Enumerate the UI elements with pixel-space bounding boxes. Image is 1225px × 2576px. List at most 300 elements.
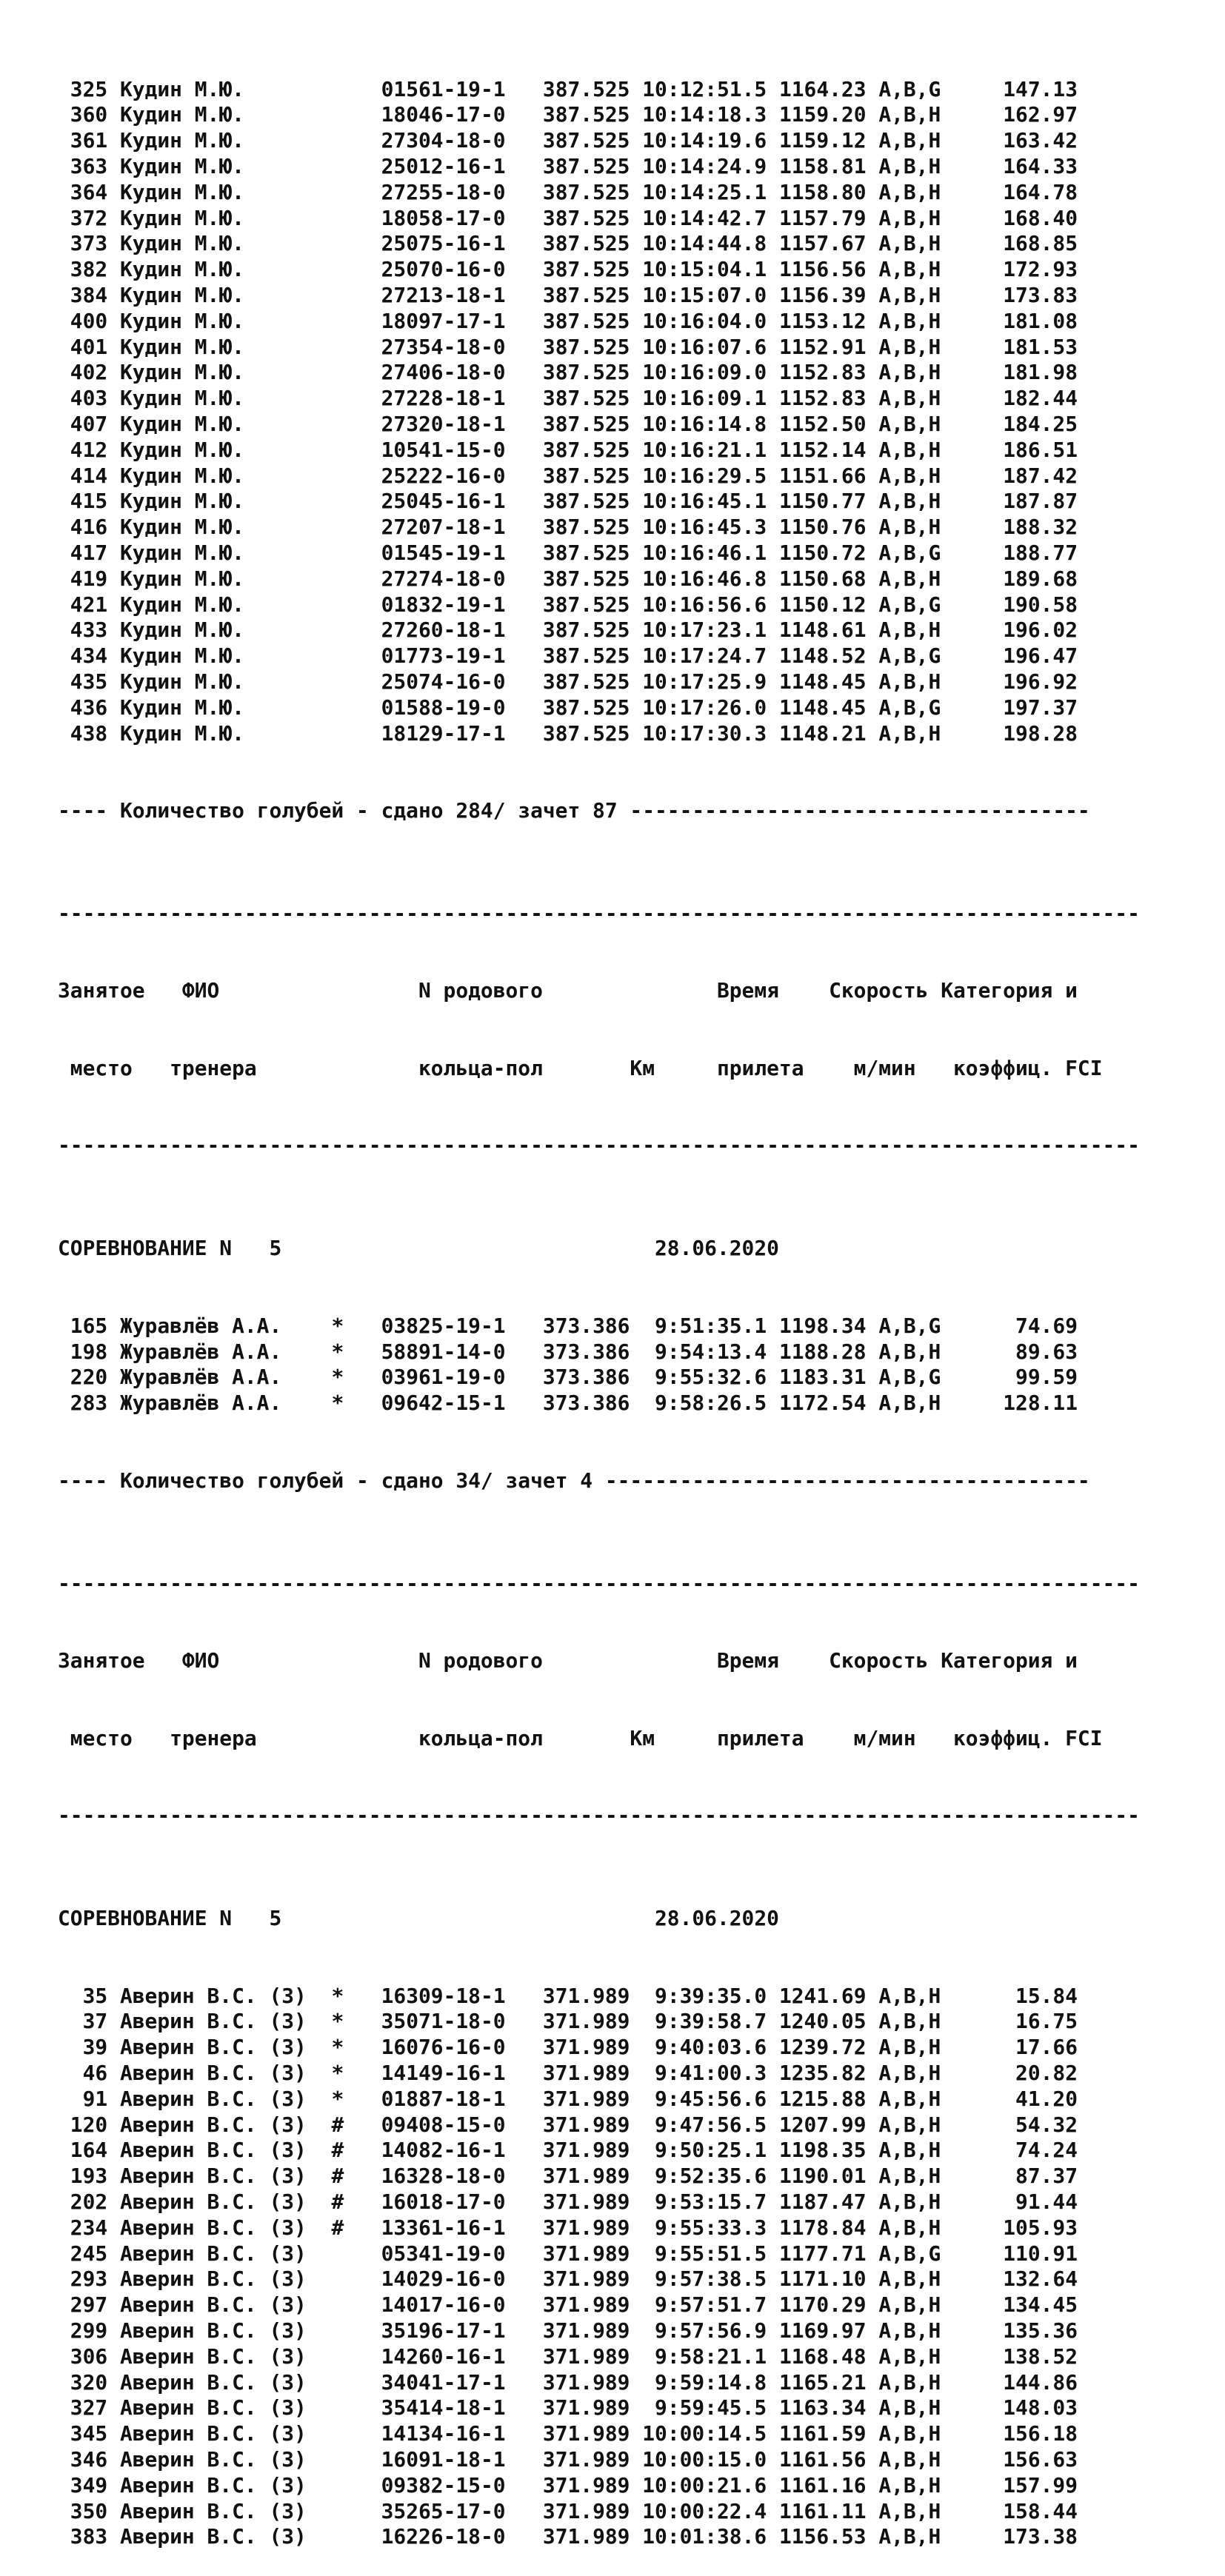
trainer-name-cell: Кудин М.Ю. [119, 334, 332, 359]
ring-cell: 25070-16-0 [381, 257, 543, 282]
mark-cell [331, 309, 381, 333]
speed-cell: 1190.01 [778, 2164, 879, 2189]
speed-cell: 1171.10 [778, 2266, 879, 2292]
trainer-name-cell: Кудин М.Ю. [119, 153, 332, 178]
distance-cell: 373.386 [542, 1365, 643, 1390]
arrival-time-cell: 10:16:29.5 [642, 463, 779, 488]
trainer-name-cell: Аверин В.С. (З) [119, 2086, 332, 2111]
speed-cell: 1161.11 [778, 2498, 879, 2523]
coefficient-cell: 164.33 [941, 153, 1078, 178]
arrival-time-cell: 10:16:09.1 [642, 386, 779, 411]
ring-cell: 01588-19-0 [381, 695, 543, 720]
place-cell: 297 [58, 2292, 120, 2318]
ring-cell: 34041-17-1 [381, 2369, 543, 2395]
category-cell: A,B,G [878, 1313, 941, 1338]
category-cell: A,B,H [878, 2292, 941, 2318]
coefficient-cell: 16.75 [941, 2009, 1078, 2034]
ring-cell: 16309-18-1 [381, 1983, 543, 2008]
place-cell: 416 [58, 515, 120, 540]
mark-cell [331, 489, 381, 513]
trainer-name-cell: Кудин М.Ю. [119, 128, 332, 153]
coefficient-cell: 196.47 [941, 643, 1078, 669]
distance-cell: 371.989 [542, 1983, 643, 2008]
speed-cell: 1152.83 [778, 386, 879, 411]
trainer-name-cell: Аверин В.С. (З) [119, 2189, 332, 2214]
mark-cell [331, 335, 381, 359]
place-cell: 407 [58, 411, 120, 436]
speed-cell: 1207.99 [778, 2112, 879, 2137]
speed-cell: 1157.79 [778, 205, 879, 230]
footer-count-kudin: ---- Количество голубей - сдано 284/ зачет 87 ------------------------------------- [58, 797, 1090, 823]
arrival-time-cell: 9:57:38.5 [642, 2266, 779, 2292]
ring-cell: 16226-18-0 [381, 2524, 543, 2549]
place-cell: 433 [58, 618, 120, 643]
coefficient-cell: 189.68 [941, 566, 1078, 591]
distance-cell: 387.525 [542, 643, 643, 669]
place-cell: 436 [58, 695, 120, 720]
mark-cell [331, 643, 381, 668]
category-cell: A,B,H [878, 1339, 941, 1364]
coefficient-cell: 89.63 [941, 1339, 1078, 1364]
distance-cell: 387.525 [542, 179, 643, 204]
table-row [58, 283, 1140, 309]
distance-cell: 371.989 [542, 2215, 643, 2240]
category-cell: A,B,H [878, 618, 941, 643]
arrival-time-cell: 10:00:15.0 [642, 2446, 779, 2472]
ring-cell: 25074-16-0 [381, 669, 543, 694]
category-cell: A,B,H [878, 257, 941, 282]
coefficient-cell: 41.20 [941, 2086, 1078, 2111]
arrival-time-cell: 10:17:30.3 [642, 720, 779, 746]
mark-cell: * [331, 1339, 381, 1364]
place-cell: 198 [58, 1339, 120, 1364]
speed-cell: 1235.82 [778, 2060, 879, 2085]
category-cell: A,B,H [878, 102, 941, 127]
place-cell: 35 [58, 1983, 120, 2008]
category-cell: A,B,H [878, 205, 941, 230]
coefficient-cell: 182.44 [941, 386, 1078, 411]
category-cell: A,B,H [878, 1391, 941, 1416]
distance-cell: 371.989 [542, 2241, 643, 2266]
coefficient-cell: 87.37 [941, 2164, 1078, 2189]
table-row [58, 2447, 1140, 2473]
arrival-time-cell: 9:45:56.6 [642, 2086, 779, 2111]
distance-cell: 371.989 [542, 2164, 643, 2189]
trainer-name-cell: Аверин В.С. (З) [119, 2344, 332, 2369]
arrival-time-cell: 10:17:26.0 [642, 695, 779, 720]
category-cell: A,B,H [878, 386, 941, 411]
mark-cell [331, 231, 381, 255]
trainer-name-cell: Кудин М.Ю. [119, 76, 332, 101]
trainer-name-cell: Кудин М.Ю. [119, 411, 332, 436]
category-cell: A,B,H [878, 179, 941, 204]
arrival-time-cell: 10:00:22.4 [642, 2498, 779, 2523]
speed-cell: 1148.21 [778, 720, 879, 746]
ring-cell: 18058-17-0 [381, 205, 543, 230]
speed-cell: 1151.66 [778, 463, 879, 488]
table-row [58, 1365, 1140, 1391]
table-row [58, 566, 1140, 592]
trainer-name-cell: Кудин М.Ю. [119, 308, 332, 333]
arrival-time-cell: 9:39:58.7 [642, 2009, 779, 2034]
mark-cell: * [331, 1391, 381, 1416]
speed-cell: 1161.16 [778, 2472, 879, 2498]
mark-cell: * [331, 1983, 381, 2008]
arrival-time-cell: 9:59:45.5 [642, 2395, 779, 2421]
trainer-name-cell: Аверин В.С. (З) [119, 2266, 332, 2292]
distance-cell: 371.989 [542, 2009, 643, 2034]
trainer-name-cell: Кудин М.Ю. [119, 360, 332, 385]
category-cell: A,B,H [878, 308, 941, 333]
trainer-name-cell: Кудин М.Ю. [119, 515, 332, 540]
category-cell: A,B,H [878, 282, 941, 307]
distance-cell: 387.525 [542, 308, 643, 333]
speed-cell: 1150.72 [778, 540, 879, 565]
category-cell: A,B,H [878, 515, 941, 540]
place-cell: 412 [58, 437, 120, 462]
distance-cell: 387.525 [542, 205, 643, 230]
ring-cell: 35071-18-0 [381, 2009, 543, 2034]
table-row [58, 386, 1140, 412]
distance-cell: 371.989 [542, 2498, 643, 2523]
coefficient-cell: 168.85 [941, 231, 1078, 256]
table-row [58, 515, 1140, 541]
coefficient-cell: 105.93 [941, 2215, 1078, 2240]
table-row [58, 2370, 1140, 2396]
competition-title: СОРЕВНОВАНИЕ N 5 [58, 1236, 282, 1261]
distance-cell: 371.989 [542, 2138, 643, 2163]
table-row [58, 2035, 1140, 2061]
mark-cell [331, 438, 381, 462]
trainer-name-cell: Кудин М.Ю. [119, 257, 332, 282]
mark-cell: * [331, 1365, 381, 1390]
ring-cell: 25075-16-1 [381, 231, 543, 256]
speed-cell: 1161.59 [778, 2421, 879, 2446]
speed-cell: 1158.81 [778, 153, 879, 178]
speed-cell: 1239.72 [778, 2035, 879, 2060]
header-line-2: место тренера кольца-пол Км прилета м/мин коэффиц. FCI [58, 1055, 1103, 1080]
ring-cell: 27207-18-1 [381, 515, 543, 540]
coefficient-cell: 181.98 [941, 360, 1078, 385]
mark-cell [331, 128, 381, 153]
category-cell: A,B,H [878, 2446, 941, 2472]
arrival-time-cell: 10:16:21.1 [642, 437, 779, 462]
ring-cell: 13361-16-1 [381, 2215, 543, 2240]
competition-line [58, 1236, 1140, 1262]
coefficient-cell: 168.40 [941, 205, 1078, 230]
mark-cell [331, 592, 381, 617]
arrival-time-cell: 10:16:46.8 [642, 566, 779, 591]
mark-cell [331, 412, 381, 436]
table-row [58, 2164, 1140, 2189]
table-row [58, 2087, 1140, 2112]
mark-cell: # [331, 2138, 381, 2163]
table-row [58, 180, 1140, 206]
speed-cell: 1150.76 [778, 515, 879, 540]
speed-cell: 1150.77 [778, 489, 879, 514]
place-cell: 164 [58, 2138, 120, 2163]
coefficient-cell: 164.78 [941, 179, 1078, 204]
category-cell: A,B,H [878, 153, 941, 178]
table-row [58, 2499, 1140, 2525]
mark-cell: # [331, 2164, 381, 2189]
coefficient-cell: 110.91 [941, 2241, 1078, 2266]
arrival-time-cell: 9:50:25.1 [642, 2138, 779, 2163]
trainer-name-cell: Аверин В.С. (З) [119, 2498, 332, 2523]
mark-cell [331, 2421, 381, 2446]
arrival-time-cell: 10:16:45.3 [642, 515, 779, 540]
speed-cell: 1198.35 [778, 2138, 879, 2163]
category-cell: A,B,H [878, 334, 941, 359]
distance-cell: 387.525 [542, 76, 643, 101]
place-cell: 435 [58, 669, 120, 694]
competition-gap-2 [281, 1906, 655, 1930]
place-cell: 360 [58, 102, 120, 127]
ring-cell: 09408-15-0 [381, 2112, 543, 2137]
arrival-time-cell: 9:47:56.5 [642, 2112, 779, 2137]
ring-cell: 16328-18-0 [381, 2164, 543, 2189]
arrival-time-cell: 9:55:32.6 [642, 1365, 779, 1390]
trainer-name-cell: Кудин М.Ю. [119, 618, 332, 643]
place-cell: 327 [58, 2395, 120, 2421]
mark-cell [331, 566, 381, 591]
trainer-name-cell: Аверин В.С. (З) [119, 1983, 332, 2008]
trainer-name-cell: Кудин М.Ю. [119, 592, 332, 617]
arrival-time-cell: 10:16:04.0 [642, 308, 779, 333]
table-row [58, 1314, 1140, 1339]
place-cell: 306 [58, 2344, 120, 2369]
arrival-time-cell: 10:17:23.1 [642, 618, 779, 643]
distance-cell: 387.525 [542, 669, 643, 694]
category-cell: A,B,H [878, 463, 941, 488]
distance-cell: 387.525 [542, 437, 643, 462]
place-cell: 346 [58, 2446, 120, 2472]
place-cell: 419 [58, 566, 120, 591]
trainer-name-cell: Кудин М.Ю. [119, 179, 332, 204]
place-cell: 434 [58, 643, 120, 669]
coefficient-cell: 128.11 [941, 1391, 1078, 1416]
ring-cell: 27213-18-1 [381, 282, 543, 307]
category-cell: A,B,H [878, 1983, 941, 2008]
trainer-name-cell: Аверин В.С. (З) [119, 2009, 332, 2034]
speed-cell: 1198.34 [778, 1313, 879, 1338]
table-row [58, 1391, 1140, 1416]
speed-cell: 1148.52 [778, 643, 879, 669]
distance-cell: 371.989 [542, 2369, 643, 2395]
arrival-time-cell: 10:15:04.1 [642, 257, 779, 282]
table-row [58, 412, 1140, 438]
speed-cell: 1241.69 [778, 1983, 879, 2008]
table-row [58, 154, 1140, 180]
distance-cell: 373.386 [542, 1391, 643, 1416]
ring-cell: 25045-16-1 [381, 489, 543, 514]
arrival-time-cell: 10:16:14.8 [642, 411, 779, 436]
trainer-name-cell: Аверин В.С. (З) [119, 2421, 332, 2446]
distance-cell: 387.525 [542, 282, 643, 307]
trainer-name-cell: Кудин М.Ю. [119, 720, 332, 746]
table-row [58, 257, 1140, 283]
coefficient-cell: 173.83 [941, 282, 1078, 307]
category-cell: A,B,H [878, 489, 941, 514]
ring-cell: 01545-19-1 [381, 540, 543, 565]
table-row [58, 2189, 1140, 2215]
distance-cell: 371.989 [542, 2035, 643, 2060]
ring-cell: 14017-16-0 [381, 2292, 543, 2318]
category-cell: A,B,H [878, 720, 941, 746]
place-cell: 345 [58, 2421, 120, 2446]
ring-cell: 25222-16-0 [381, 463, 543, 488]
distance-cell: 371.989 [542, 2524, 643, 2549]
coefficient-cell: 134.45 [941, 2292, 1078, 2318]
mark-cell [331, 515, 381, 539]
ring-cell: 01773-19-1 [381, 643, 543, 669]
ring-cell: 16018-17-0 [381, 2189, 543, 2214]
ring-cell: 03961-19-0 [381, 1365, 543, 1390]
coefficient-cell: 132.64 [941, 2266, 1078, 2292]
distance-cell: 371.989 [542, 2086, 643, 2111]
results-block-averin [58, 1984, 1140, 2551]
table-row [58, 2473, 1140, 2499]
ring-cell: 01832-19-1 [381, 592, 543, 617]
coefficient-cell: 54.32 [941, 2112, 1078, 2137]
arrival-time-cell: 10:14:24.9 [642, 153, 779, 178]
speed-cell: 1165.21 [778, 2369, 879, 2395]
place-cell: 400 [58, 308, 120, 333]
coefficient-cell: 148.03 [941, 2395, 1078, 2421]
table-row [58, 541, 1140, 566]
trainer-name-cell: Аверин В.С. (З) [119, 2395, 332, 2421]
arrival-time-cell: 9:53:15.7 [642, 2189, 779, 2214]
distance-cell: 387.525 [542, 334, 643, 359]
distance-cell: 387.525 [542, 618, 643, 643]
arrival-time-cell: 10:17:25.9 [642, 669, 779, 694]
category-cell: A,B,G [878, 2241, 941, 2266]
ring-cell: 35414-18-1 [381, 2395, 543, 2421]
coefficient-cell: 20.82 [941, 2060, 1078, 2085]
table-row [58, 102, 1140, 128]
ring-cell: 58891-14-0 [381, 1339, 543, 1364]
table-row [58, 592, 1140, 618]
ring-cell: 16076-16-0 [381, 2035, 543, 2060]
ring-cell: 01561-19-1 [381, 76, 543, 101]
trainer-name-cell: Кудин М.Ю. [119, 566, 332, 591]
ring-cell: 27228-18-1 [381, 386, 543, 411]
distance-cell: 387.525 [542, 386, 643, 411]
arrival-time-cell: 9:55:33.3 [642, 2215, 779, 2240]
trainer-name-cell: Аверин В.С. (З) [119, 2112, 332, 2137]
table-row [58, 309, 1140, 335]
competition-date-2: 28.06.2020 [655, 1906, 779, 1931]
category-cell: A,B,H [878, 2060, 941, 2085]
distance-cell: 387.525 [542, 566, 643, 591]
table-row [58, 464, 1140, 489]
coefficient-cell: 156.63 [941, 2446, 1078, 2472]
distance-cell: 387.525 [542, 257, 643, 282]
place-cell: 438 [58, 720, 120, 746]
distance-cell: 387.525 [542, 360, 643, 385]
table-row [58, 360, 1140, 386]
speed-cell: 1150.12 [778, 592, 879, 617]
trainer-name-cell: Аверин В.С. (З) [119, 2292, 332, 2318]
mark-cell: # [331, 2112, 381, 2137]
trainer-name-cell: Кудин М.Ю. [119, 437, 332, 462]
mark-cell [331, 386, 381, 410]
arrival-time-cell: 9:57:51.7 [642, 2292, 779, 2318]
header-line-1-2: Занятое ФИО N родового Время Скорость Категория и [58, 1648, 1078, 1673]
place-cell: 299 [58, 2318, 120, 2343]
speed-cell: 1168.48 [778, 2344, 879, 2369]
coefficient-cell: 187.87 [941, 489, 1078, 514]
header-rule-top: --------------------------------------------------------------------------------------- [58, 901, 1140, 926]
arrival-time-cell: 10:00:21.6 [642, 2472, 779, 2498]
table-row [58, 2395, 1140, 2421]
header-rule-bottom: --------------------------------------------------------------------------------------- [58, 1133, 1140, 1158]
category-cell: A,B,H [878, 2112, 941, 2137]
ring-cell: 03825-19-1 [381, 1313, 543, 1338]
mark-cell [331, 2318, 381, 2343]
arrival-time-cell: 9:59:14.8 [642, 2369, 779, 2395]
table-row [58, 77, 1140, 103]
distance-cell: 371.989 [542, 2060, 643, 2085]
place-cell: 325 [58, 76, 120, 101]
mark-cell [331, 2370, 381, 2395]
place-cell: 421 [58, 592, 120, 617]
category-cell: A,B,H [878, 2344, 941, 2369]
speed-cell: 1170.29 [778, 2292, 879, 2318]
place-cell: 37 [58, 2009, 120, 2034]
coefficient-cell: 157.99 [941, 2472, 1078, 2498]
table-row [58, 2112, 1140, 2138]
coefficient-cell: 162.97 [941, 102, 1078, 127]
distance-cell: 371.989 [542, 2395, 643, 2421]
header-line-1: Занятое ФИО N родового Время Скорость Категория и [58, 978, 1078, 1003]
ring-cell: 27354-18-0 [381, 334, 543, 359]
coefficient-cell: 181.08 [941, 308, 1078, 333]
trainer-name-cell: Аверин В.С. (З) [119, 2035, 332, 2060]
trainer-name-cell: Аверин В.С. (З) [119, 2241, 332, 2266]
arrival-time-cell: 10:14:25.1 [642, 179, 779, 204]
arrival-time-cell: 10:16:45.1 [642, 489, 779, 514]
place-cell: 234 [58, 2215, 120, 2240]
coefficient-cell: 181.53 [941, 334, 1078, 359]
arrival-time-cell: 10:16:09.0 [642, 360, 779, 385]
mark-cell [331, 154, 381, 178]
speed-cell: 1152.83 [778, 360, 879, 385]
coefficient-cell: 99.59 [941, 1365, 1078, 1390]
distance-cell: 371.989 [542, 2472, 643, 2498]
category-cell: A,B,H [878, 2498, 941, 2523]
competition-gap [281, 1236, 655, 1260]
table-row [58, 438, 1140, 464]
place-cell: 403 [58, 386, 120, 411]
mark-cell [331, 695, 381, 720]
speed-cell: 1152.50 [778, 411, 879, 436]
table-row [58, 2138, 1140, 2164]
ring-cell: 27260-18-1 [381, 618, 543, 643]
place-cell: 364 [58, 179, 120, 204]
distance-cell: 373.386 [542, 1313, 643, 1338]
trainer-name-cell: Кудин М.Ю. [119, 643, 332, 669]
speed-cell: 1156.53 [778, 2524, 879, 2549]
coefficient-cell: 74.69 [941, 1313, 1078, 1338]
table-row [58, 669, 1140, 695]
footer-count-zhuravlev: ---- Количество голубей - сдано 34/ зачет 4 --------------------------------------- [58, 1468, 1090, 1493]
speed-cell: 1164.23 [778, 76, 879, 101]
trainer-name-cell: Аверин В.С. (З) [119, 2472, 332, 2498]
header-rule-top-2: --------------------------------------------------------------------------------------- [58, 1570, 1140, 1596]
table-row [58, 2292, 1140, 2318]
category-cell: A,B,G [878, 76, 941, 101]
